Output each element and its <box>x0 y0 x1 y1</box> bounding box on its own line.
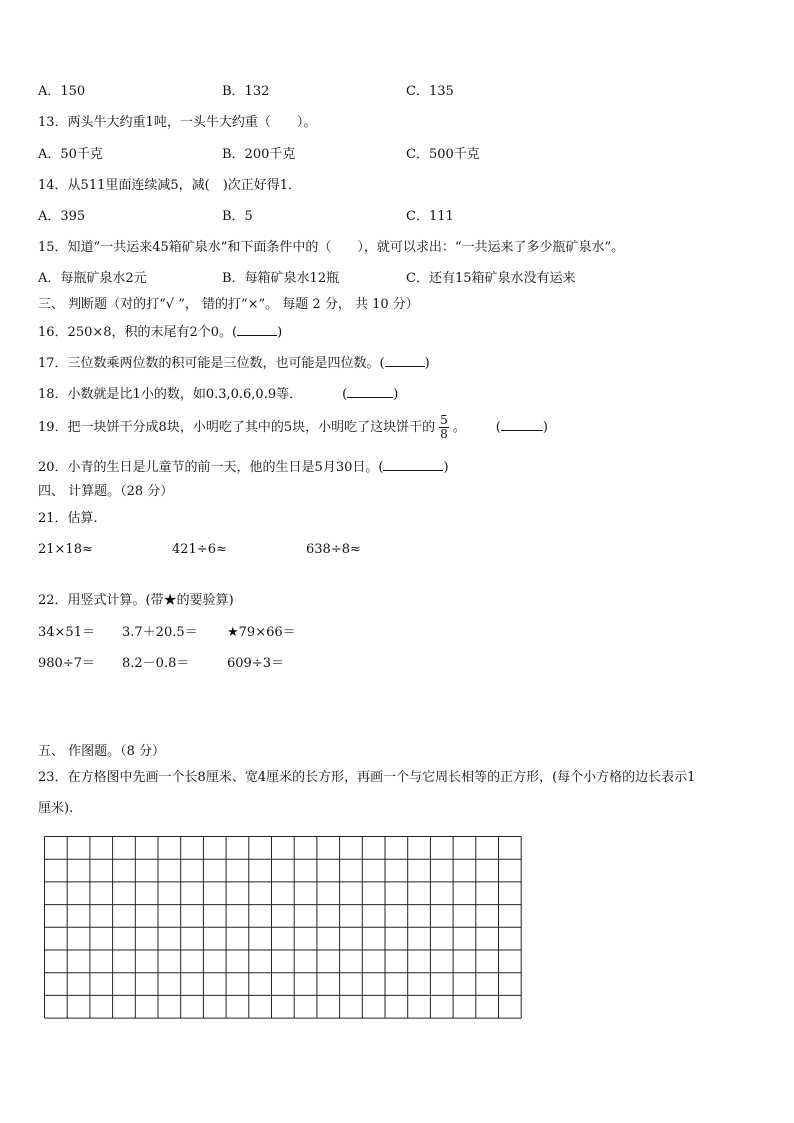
q12-option-c: C．135 <box>406 84 454 99</box>
q19-fraction-numerator: 5 <box>440 413 448 427</box>
q21-item-2: 421÷6≈ <box>172 542 227 557</box>
q16 <box>38 323 282 341</box>
q22-r1-item-2: 3.7＋20.5＝ <box>122 625 198 640</box>
q19-answer-blank[interactable] <box>501 418 543 431</box>
q21-title: 21．估算. <box>38 511 98 526</box>
q21-item-3: 638÷8≈ <box>306 542 361 557</box>
q18-open-paren: ( <box>342 387 348 402</box>
q22-r1-item-3: ★79×66＝ <box>227 625 296 640</box>
q17-text: 17．三位数乘两位数的积可能是三位数，也可能是四位数。( <box>38 356 385 371</box>
q17-answer-blank[interactable] <box>385 354 425 367</box>
q18 <box>38 385 398 403</box>
q19-open-paren: ( <box>495 420 501 435</box>
q18-answer-blank[interactable] <box>347 385 393 398</box>
q16-text: 16．250×8，积的末尾有2个0。( <box>38 325 238 340</box>
q13-option-c: C．500千克 <box>406 147 480 162</box>
q14-option-c: C．111 <box>406 209 454 224</box>
q16-answer-blank[interactable] <box>237 323 277 336</box>
q12-option-a: A．150 <box>38 84 86 99</box>
q22-r2-item-3: 609÷3＝ <box>227 656 284 671</box>
q21-item-1: 21×18≈ <box>38 542 93 557</box>
q17 <box>38 354 430 372</box>
q20-close-paren: ) <box>443 460 449 475</box>
q15-option-b: B．每箱矿泉水12瓶 <box>222 271 340 286</box>
q12-option-b: B．132 <box>222 84 270 99</box>
q18-text: 18．小数就是比1小的数，如0.3,0.6,0.9等． <box>38 387 303 402</box>
q15-option-a: A．每瓶矿泉水2元 <box>38 271 147 286</box>
q19-tail: 。 <box>452 420 466 435</box>
q19-fraction-denominator: 8 <box>440 427 448 441</box>
q22-r2-item-1: 980÷7＝ <box>38 656 95 671</box>
q19-text: 19．把一块饼干分成8块，小明吃了其中的5块，小明吃了这块饼干的 <box>38 420 436 435</box>
q22-title: 22．用竖式计算。(带★的要验算) <box>38 593 234 608</box>
q19-close-paren: ) <box>542 420 548 435</box>
q14-option-a: A．395 <box>38 209 86 224</box>
q13-option-b: B．200千克 <box>222 147 296 162</box>
section-5-heading: 五、 作图题。（8 分） <box>38 744 166 759</box>
q18-close-paren: ) <box>393 387 399 402</box>
q13-option-a: A．50千克 <box>38 147 103 162</box>
q23-line-1: 23．在方格图中先画一个长8厘米、宽4厘米的长方形，再画一个与它周长相等的正方形，(每个小方格的边长表示1 <box>38 770 696 785</box>
q15-stem: 15．知道“一共运来45箱矿泉水”和下面条件中的（ ），就可以求出：“一共运来了多少瓶矿泉水”。 <box>38 240 625 255</box>
section-4-heading: 四、 计算题。（28 分） <box>38 484 174 499</box>
section-3-heading: 三、 判断题（对的打“√ ”， 错的打“×”。 每题 2 分， 共 10 分） <box>38 297 419 312</box>
q17-close-paren: ) <box>424 356 430 371</box>
q20-text: 20．小青的生日是儿童节的前一天，他的生日是5月30日。( <box>38 460 384 475</box>
q15-option-c: C．还有15箱矿泉水没有运来 <box>406 271 576 286</box>
q19-fraction <box>439 414 449 441</box>
q19 <box>38 412 548 444</box>
square-grid[interactable] <box>44 836 522 1020</box>
q14-stem: 14．从511里面连续减5，减( )次正好得1． <box>38 178 302 193</box>
q20 <box>38 458 449 476</box>
q23-line-2: 厘米). <box>38 801 74 816</box>
q14-option-b: B．5 <box>222 209 253 224</box>
q20-answer-blank[interactable] <box>383 458 443 471</box>
q22-r2-item-2: 8.2－0.8＝ <box>122 656 190 671</box>
q22-r1-item-1: 34×51＝ <box>38 625 95 640</box>
q16-close-paren: ) <box>277 325 283 340</box>
q13-stem: 13．两头牛大约重1吨，一头牛大约重（ ）。 <box>38 115 317 130</box>
